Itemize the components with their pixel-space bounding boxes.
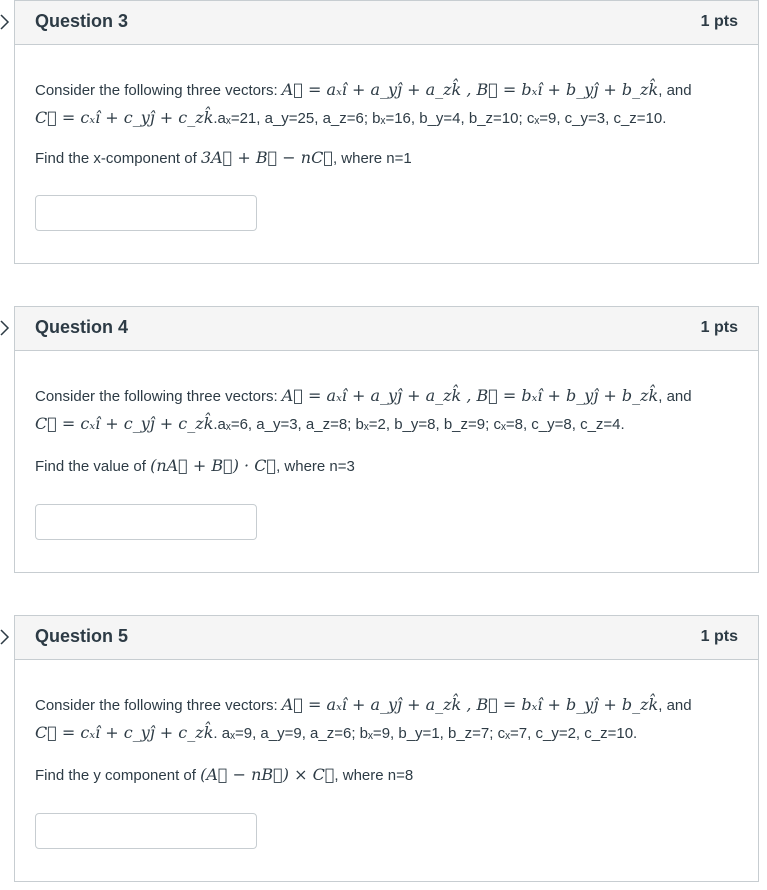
vector-equation: A⃗ = aₓî + a_yĵ + a_zk̂ , B⃗ = bₓî + b_yĵ + b_zk̂ [281,80,659,99]
question-text: Consider the following three vectors: [35,82,282,99]
component-values: . aₓ=9, a_y=9, a_z=6; bₓ=9, b_y=1, b_z=7; cₓ=7, c_y=2, c_z=10. [213,725,638,742]
component-values: .aₓ=6, a_y=3, a_z=8; bₓ=2, b_y=8, b_z=9; cₓ=8, c_y=8, c_z=4. [213,416,625,433]
question-header [15,616,758,660]
answer-input[interactable] [35,813,257,849]
vector-equation: C⃗ = cₓî + c_yĵ + c_zk̂ [35,723,214,742]
question-prompt [35,455,355,478]
prompt-expression: (nA⃗ + B⃗) · C⃗ [150,456,277,475]
answer-input[interactable] [35,504,257,540]
vector-equation: C⃗ = cₓî + c_yĵ + c_zk̂ [35,414,214,433]
question-text-line1 [35,385,692,408]
question-text-line2 [35,722,637,745]
prompt-text: Find the y component of [35,767,201,784]
prompt-text: , where n=8 [334,767,414,784]
question-text-line2 [35,107,666,130]
chevron-right-icon[interactable] [0,14,10,30]
answer-input[interactable] [35,195,257,231]
prompt-text: Find the value of [35,458,151,475]
question-text-line1 [35,79,692,102]
prompt-text: Find the x-component of [35,150,201,167]
question-points: 1 pts [700,319,738,336]
chevron-right-icon[interactable] [0,629,10,645]
question-prompt [35,147,412,170]
prompt-expression: 3A⃗ + B⃗ − nC⃗ [200,148,333,167]
question-text: Consider the following three vectors: [35,697,282,714]
question-text: , and [658,82,692,99]
question-title: Question 4 [35,317,129,337]
question-5 [14,615,759,882]
question-text: , and [658,388,692,405]
question-text-line1 [35,694,692,717]
vector-equation: C⃗ = cₓî + c_yĵ + c_zk̂ [35,108,214,127]
question-points: 1 pts [700,13,738,30]
question-title: Question 3 [35,11,129,31]
prompt-text: , where n=1 [332,150,412,167]
question-text: Consider the following three vectors: [35,388,282,405]
question-4 [14,306,759,573]
prompt-expression: (A⃗ − nB⃗) × C⃗ [200,765,335,784]
question-3 [14,0,759,264]
question-text: , and [658,697,692,714]
question-header [15,307,758,351]
question-points: 1 pts [700,628,738,645]
question-header [15,1,758,45]
vector-equation: A⃗ = aₓî + a_yĵ + a_zk̂ , B⃗ = bₓî + b_yĵ + b_zk̂ [281,695,659,714]
component-values: .aₓ=21, a_y=25, a_z=6; bₓ=16, b_y=4, b_z=10; cₓ=9, c_y=3, c_z=10. [213,110,667,127]
question-title: Question 5 [35,626,129,646]
question-text-line2 [35,413,625,436]
prompt-text: , where n=3 [276,458,355,475]
chevron-right-icon[interactable] [0,320,10,336]
question-prompt [35,764,413,787]
vector-equation: A⃗ = aₓî + a_yĵ + a_zk̂ , B⃗ = bₓî + b_yĵ + b_zk̂ [281,386,659,405]
